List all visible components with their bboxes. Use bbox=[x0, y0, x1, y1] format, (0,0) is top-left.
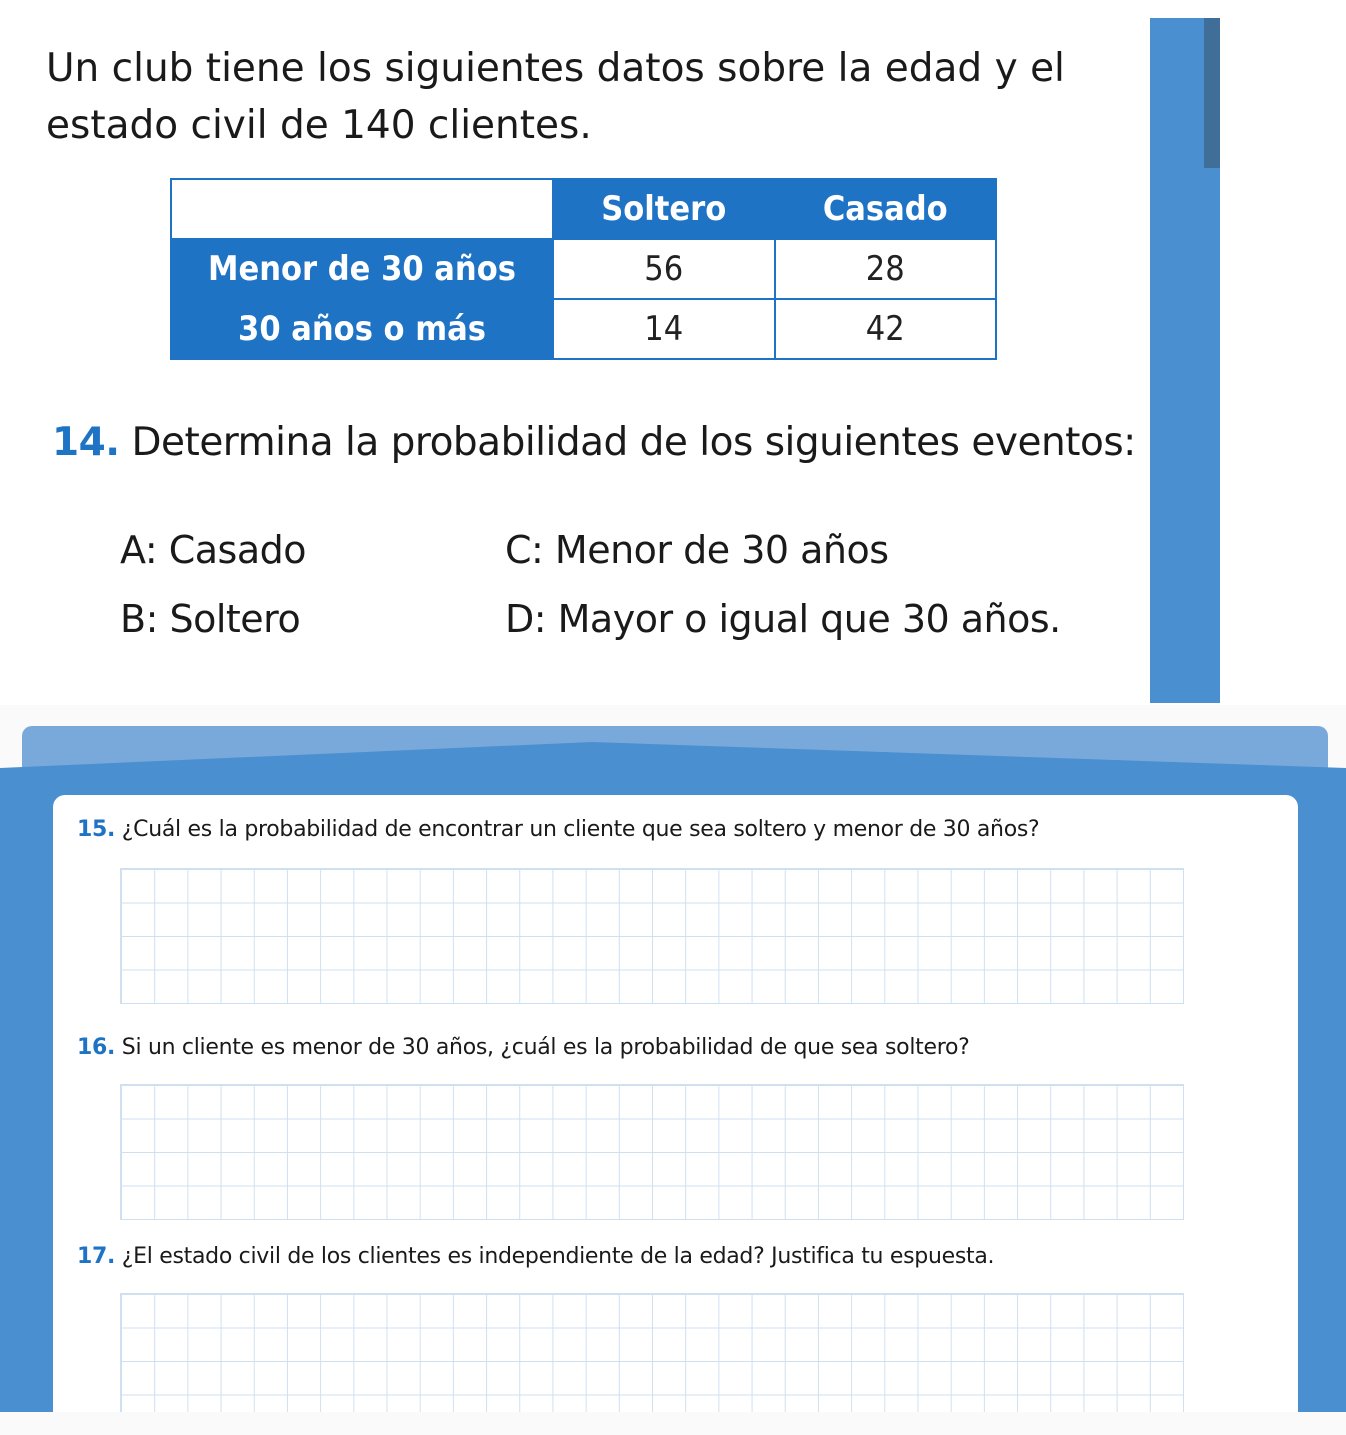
event-d: D: Mayor o igual que 30 años. bbox=[505, 597, 1061, 641]
table-row bbox=[171, 239, 996, 299]
question-16-text: Si un cliente es menor de 30 años, ¿cuál es la probabilidad de que sea soltero? bbox=[121, 1035, 970, 1060]
event-c: C: Menor de 30 años bbox=[505, 528, 889, 572]
column-header-soltero: Soltero bbox=[553, 179, 775, 239]
question-15-number: 15. bbox=[77, 817, 116, 842]
page-bottom-edge bbox=[0, 1412, 1346, 1435]
answer-grid-16[interactable] bbox=[120, 1084, 1184, 1220]
row-header-30-o-mas: 30 años o más bbox=[171, 299, 553, 359]
answer-grid-17[interactable] bbox=[120, 1293, 1184, 1412]
question-15-text: ¿Cuál es la probabilidad de encontrar un cliente que sea soltero y menor de 30 años? bbox=[121, 817, 1040, 842]
column-header-casado: Casado bbox=[775, 179, 997, 239]
question-14 bbox=[52, 420, 1142, 465]
data-table bbox=[170, 178, 997, 360]
question-17-text: ¿El estado civil de los clientes es independiente de la edad? Justifica tu espuesta. bbox=[121, 1244, 995, 1269]
question-16 bbox=[77, 1035, 970, 1060]
intro-text: Un club tiene los siguientes datos sobre la edad y el estado civil de 140 clientes. bbox=[46, 46, 1065, 148]
question-17 bbox=[77, 1244, 994, 1269]
question-16-number: 16. bbox=[77, 1035, 116, 1060]
cell-menor-soltero: 56 bbox=[553, 239, 775, 299]
table-row bbox=[171, 299, 996, 359]
side-bar-shade bbox=[1204, 18, 1220, 168]
question-17-number: 17. bbox=[77, 1244, 116, 1269]
cell-menor-casado: 28 bbox=[775, 239, 997, 299]
event-a: A: Casado bbox=[120, 528, 306, 572]
cell-mayor-soltero: 14 bbox=[553, 299, 775, 359]
event-b: B: Soltero bbox=[120, 597, 301, 641]
question-14-text: Determina la probabilidad de los siguientes eventos: bbox=[131, 420, 1136, 465]
table-corner-cell bbox=[171, 179, 553, 239]
table-header-row bbox=[171, 179, 996, 239]
cell-mayor-casado: 42 bbox=[775, 299, 997, 359]
answer-grid-15[interactable] bbox=[120, 868, 1184, 1004]
question-15 bbox=[77, 817, 1039, 842]
row-header-menor-30: Menor de 30 años bbox=[171, 239, 553, 299]
question-14-number: 14. bbox=[52, 420, 120, 465]
